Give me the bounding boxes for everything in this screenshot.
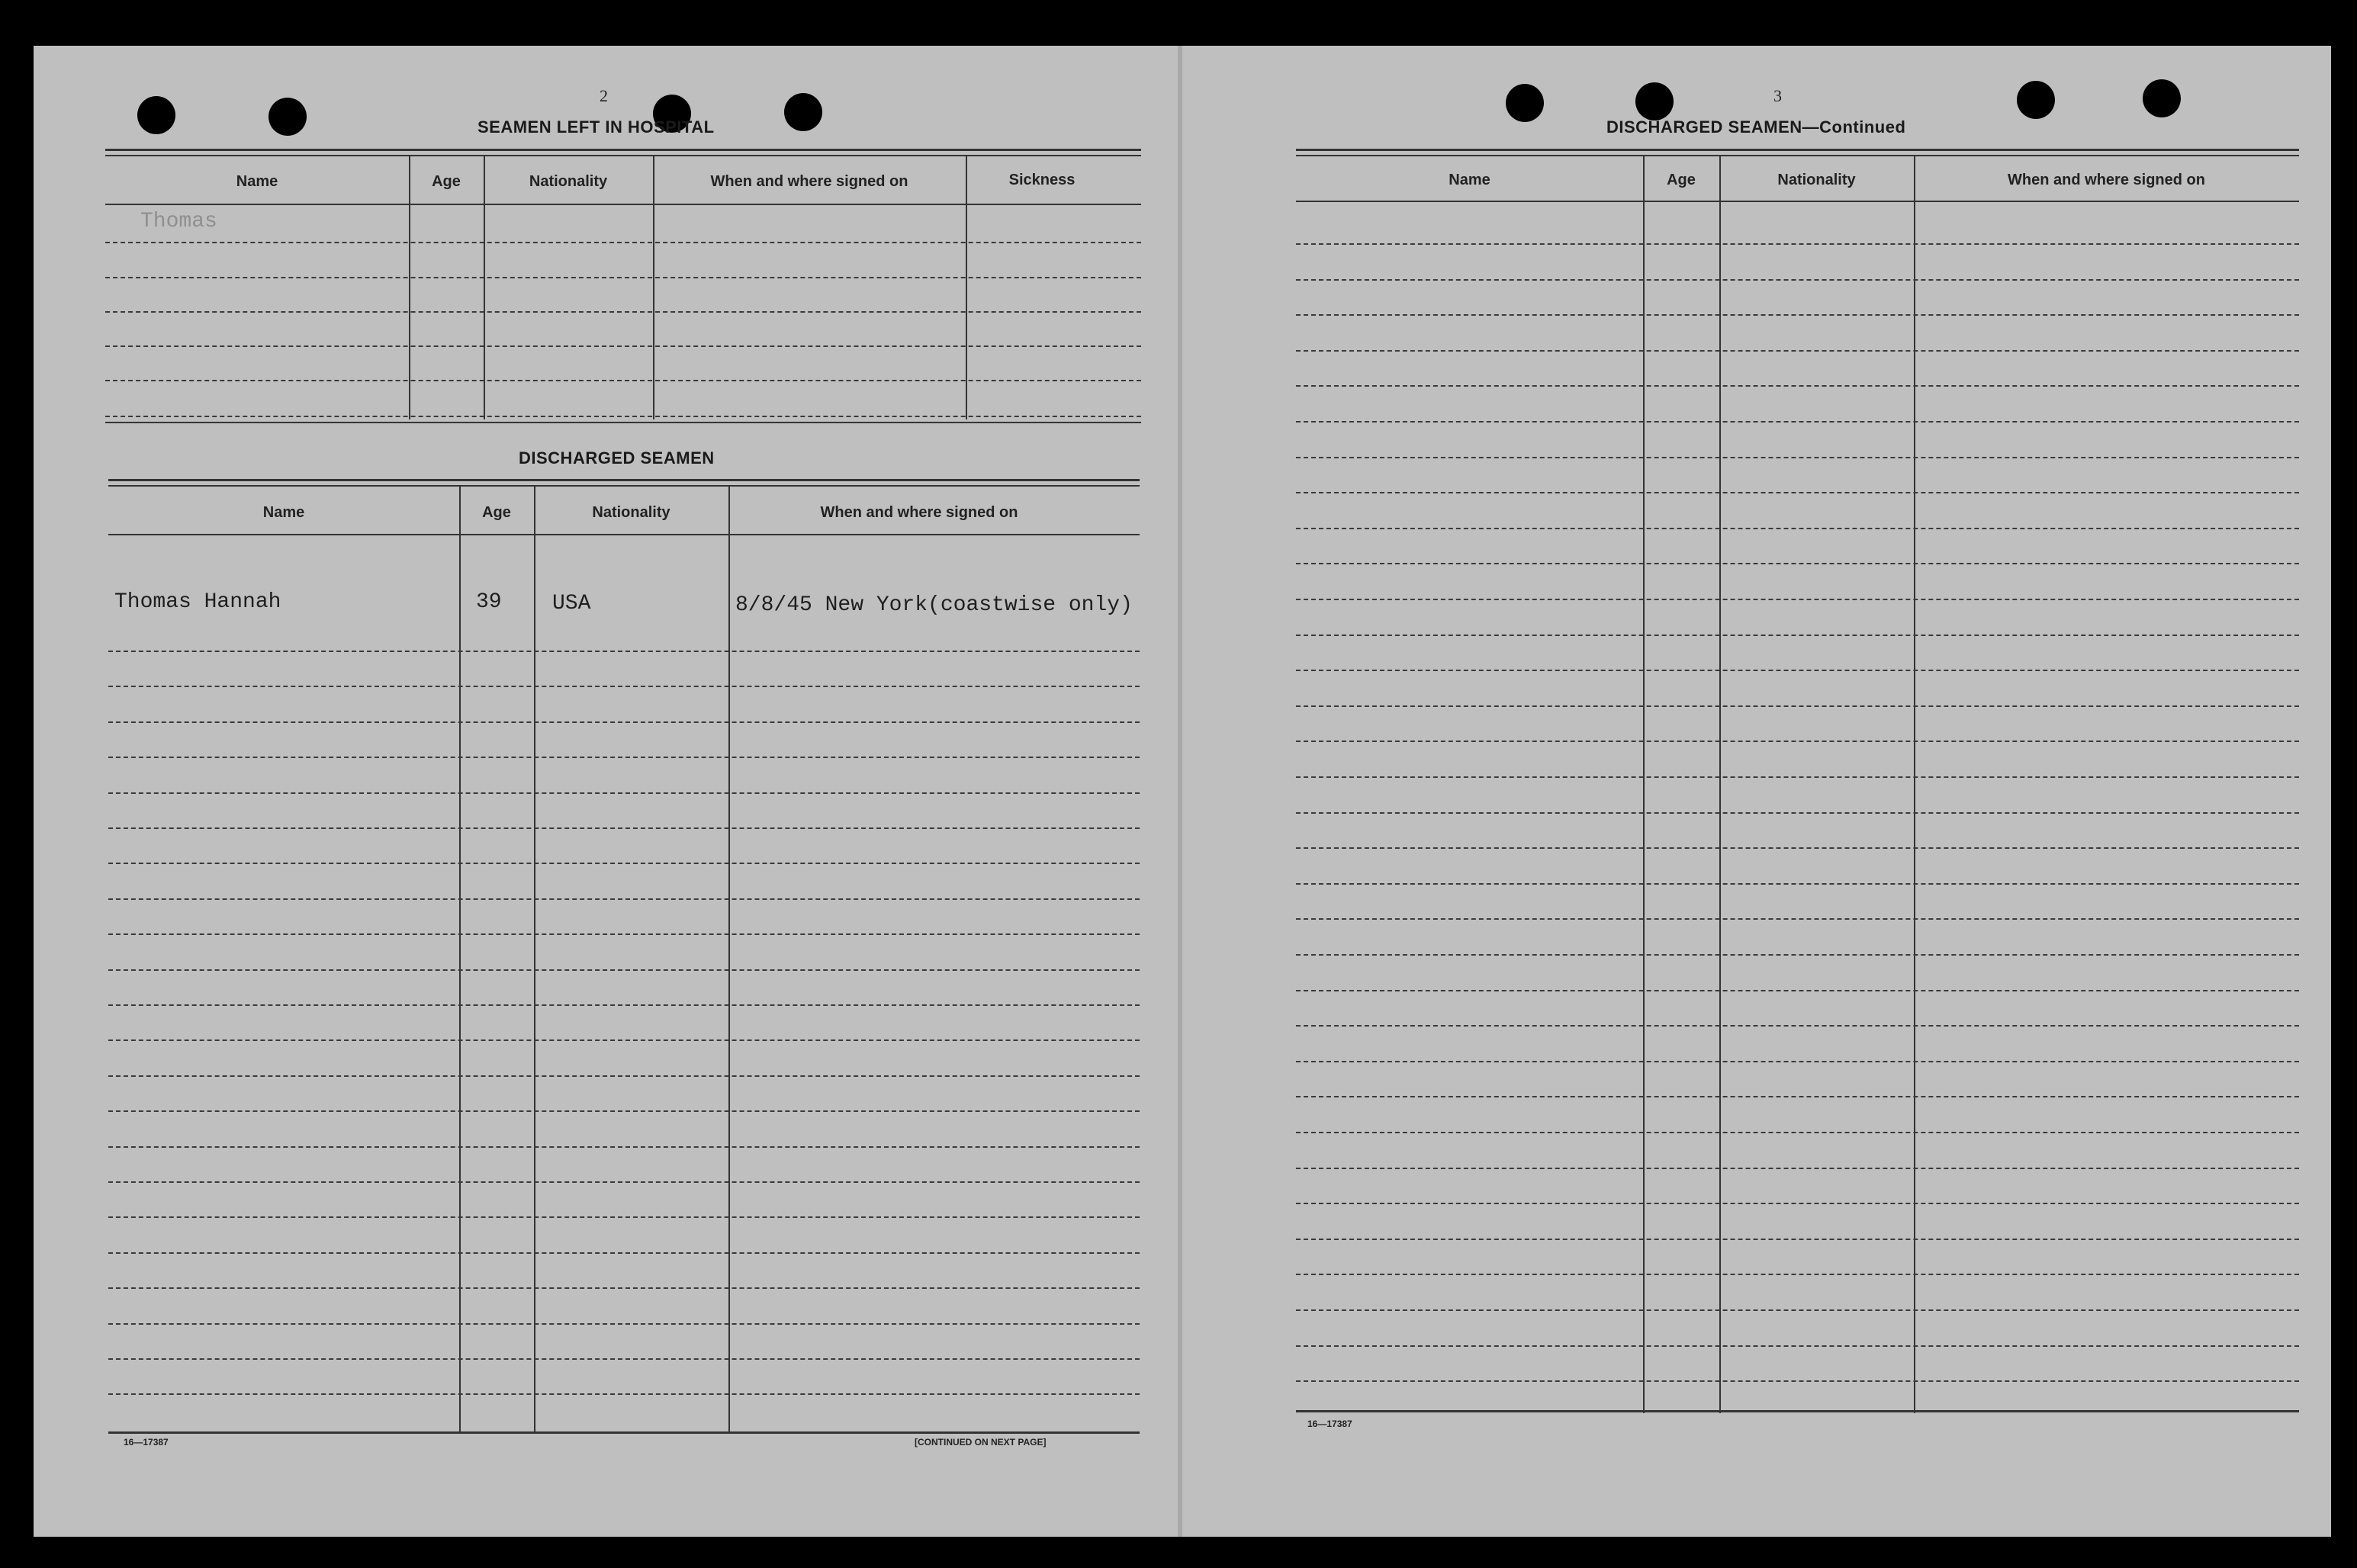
- header-nationality: Nationality: [1777, 172, 1856, 188]
- section-title-text: DISCHARGED SEAMEN: [1606, 117, 1802, 137]
- row-line: [108, 1110, 1140, 1112]
- row-line: [1296, 990, 2299, 991]
- row-line: [1296, 918, 2299, 920]
- row-line: [1296, 563, 2299, 564]
- discharged-continued-table: [1296, 149, 2299, 1419]
- row-line: [108, 1287, 1140, 1289]
- table-top-rule: [108, 479, 1140, 481]
- header-name: Name: [236, 173, 278, 190]
- row-line: [105, 311, 1141, 313]
- header-age: Age: [1667, 172, 1696, 188]
- row-line: [1296, 1274, 2299, 1275]
- row-line: [1296, 1096, 2299, 1097]
- form-number: 16—17387: [1307, 1419, 1352, 1429]
- row-line: [105, 345, 1141, 347]
- row-line: [1296, 1345, 2299, 1347]
- row-line: [1296, 1061, 2299, 1062]
- column-divider: [1643, 155, 1645, 1413]
- hospital-table: [105, 149, 1141, 473]
- row-line: [108, 933, 1140, 935]
- row-line: [1296, 279, 2299, 281]
- hospital-section-title: SEAMEN LEFT IN HOSPITAL: [478, 117, 715, 137]
- row-line: [108, 686, 1140, 687]
- table-bottom-rule: [1296, 1410, 2299, 1412]
- row-line: [108, 1004, 1140, 1006]
- column-divider: [534, 485, 535, 1432]
- row-line: [108, 1393, 1140, 1395]
- discharged-section-title: DISCHARGED SEAMEN: [519, 448, 715, 468]
- row-line: [108, 863, 1140, 864]
- row-line: [1296, 954, 2299, 956]
- table-top-rule: [1296, 149, 2299, 151]
- table-bottom-rule: [108, 1431, 1140, 1434]
- header-name: Name: [1449, 172, 1490, 188]
- header-signed-on: When and where signed on: [820, 504, 1018, 521]
- row-line: [1296, 599, 2299, 600]
- row-line: [1296, 883, 2299, 885]
- row-line: [1296, 350, 2299, 352]
- row-line: [108, 721, 1140, 723]
- discharged-row-signed-on: 8/8/45 New York(coastwise only): [735, 593, 1133, 617]
- row-line: [1296, 1239, 2299, 1240]
- row-line: [105, 416, 1141, 417]
- header-age: Age: [482, 504, 511, 521]
- row-line: [105, 277, 1141, 278]
- row-line: [108, 969, 1140, 971]
- row-line: [1296, 1309, 2299, 1311]
- row-line: [108, 651, 1140, 652]
- row-line: [105, 380, 1141, 381]
- header-nationality: Nationality: [529, 173, 608, 190]
- page-number: 2: [600, 86, 608, 105]
- row-line: [108, 1075, 1140, 1077]
- page-number: 3: [1773, 86, 1782, 105]
- row-line: [1296, 421, 2299, 423]
- row-line: [108, 1252, 1140, 1254]
- hospital-row-name: Thomas: [140, 210, 217, 233]
- column-divider: [1914, 155, 1915, 1413]
- header-signed-on: When and where signed on: [2008, 172, 2205, 188]
- header-bottom-rule: [1296, 201, 2299, 202]
- header-bottom-rule: [105, 204, 1141, 205]
- row-line: [108, 792, 1140, 794]
- table-top-rule: [108, 485, 1140, 487]
- header-signed-on: When and where signed on: [710, 173, 908, 190]
- table-top-rule: [105, 155, 1141, 156]
- row-line: [108, 1039, 1140, 1041]
- left-page: [34, 46, 1178, 1537]
- row-line: [108, 1323, 1140, 1325]
- row-line: [108, 827, 1140, 829]
- discharged-row-age: 39: [476, 590, 502, 614]
- row-line: [1296, 741, 2299, 742]
- row-line: [1296, 1168, 2299, 1169]
- row-line: [1296, 1132, 2299, 1133]
- row-line: [1296, 457, 2299, 458]
- row-line: [1296, 314, 2299, 316]
- row-line: [108, 1358, 1140, 1360]
- table-top-rule: [105, 149, 1141, 151]
- row-line: [1296, 670, 2299, 671]
- header-nationality: Nationality: [592, 504, 670, 521]
- row-line: [1296, 1380, 2299, 1382]
- discharged-table: [108, 479, 1140, 1470]
- row-line: [1296, 635, 2299, 636]
- document-sheet: [34, 46, 2331, 1537]
- row-line: [1296, 492, 2299, 493]
- row-line: [108, 757, 1140, 758]
- row-line: [108, 1216, 1140, 1218]
- row-line: [1296, 1025, 2299, 1027]
- row-line: [108, 1181, 1140, 1183]
- row-line: [1296, 385, 2299, 387]
- section-title-suffix: —Continued: [1802, 117, 1906, 137]
- row-line: [1296, 812, 2299, 814]
- row-line: [108, 1146, 1140, 1148]
- discharged-row-nationality: USA: [552, 592, 591, 615]
- row-line: [1296, 847, 2299, 849]
- header-bottom-rule: [108, 534, 1140, 535]
- header-sickness: Sickness: [1008, 172, 1076, 188]
- continued-section-title: [1606, 117, 1905, 137]
- row-line: [105, 242, 1141, 243]
- table-top-rule: [1296, 155, 2299, 156]
- column-divider: [728, 485, 730, 1432]
- table-bottom-rule: [105, 422, 1141, 423]
- column-divider: [1719, 155, 1721, 1413]
- row-line: [1296, 243, 2299, 245]
- continued-note: [CONTINUED ON NEXT PAGE]: [915, 1437, 1047, 1448]
- column-divider: [459, 485, 461, 1432]
- row-line: [108, 898, 1140, 900]
- row-line: [1296, 1203, 2299, 1204]
- discharged-row-name: Thomas Hannah: [114, 590, 281, 614]
- row-line: [1296, 705, 2299, 707]
- row-line: [1296, 528, 2299, 529]
- header-age: Age: [432, 173, 461, 190]
- row-line: [1296, 776, 2299, 778]
- header-name: Name: [262, 504, 305, 521]
- right-page: [1182, 46, 2331, 1537]
- form-number: 16—17387: [124, 1437, 169, 1448]
